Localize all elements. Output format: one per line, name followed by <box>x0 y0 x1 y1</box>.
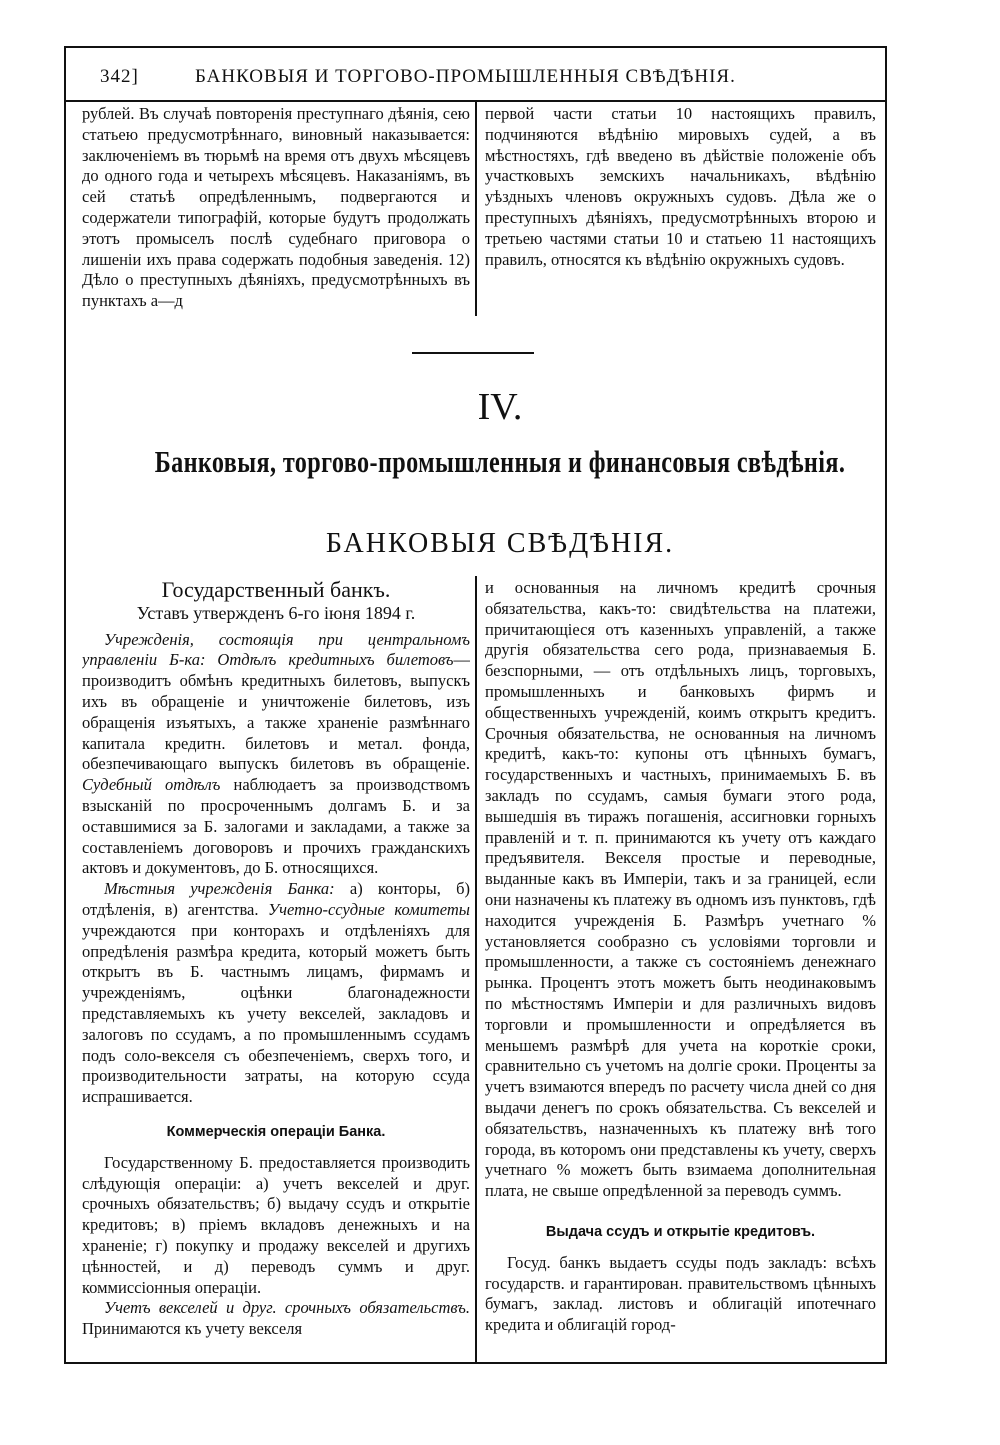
running-header <box>100 66 900 88</box>
bottom-column-divider <box>475 576 477 1362</box>
text-run: наблюдаетъ за производствомъ взысканій по просроченнымъ долгамъ Б. и за оставшимися за Б. залогами и закладами, а также за составленіемъ договоровъ и прочихъ гражданскихъ актовъ и документовъ, до Б. относящихся. <box>82 775 470 878</box>
top-column-divider <box>475 102 477 316</box>
outer-rule-left <box>64 46 66 1364</box>
text-run: Принимаются къ учету векселя <box>82 1319 303 1339</box>
text-run: а) конторы, б) отдѣленія, в) агентства. <box>82 879 470 919</box>
paragraph-obligations: и основанныя на личномъ кредитѣ срочныя обязательства, какъ-то: свидѣтельства на платежи, причитающіеся отъ казенныхъ управленій, а также другія обязательства сего рода, признаваемыя Б. безспорными, — отъ отдѣльныхъ лицъ, торговыхъ, промышленныхъ и банковыхъ фирмъ и общественныхъ учрежденій, коимъ открытъ кредитъ. Срочныя обязательства, не основанныя на личномъ кредитѣ, какъ-то: купоны отъ цѣнныхъ бумагъ, государственныхъ и частныхъ, принимаемыхъ Б. въ закладъ по ссудамъ, самыя бумаги этого рода, вышедшія въ тиражъ погашенія, ассигновки горныхъ правленій и т. п. принимаются къ учету отъ каждаго предъявителя. Векселя простые и переводные, выданные какъ въ Имперіи, такъ и за границей, если они назначены къ платежу въ одномъ изъ пунктовъ, гдѣ находится учрежденія Б. Размѣръ учетнаго % установляется сообразно съ условіями торговли и промышленности, а также съ состояніемъ денежнаго рынка. Процентъ этотъ можетъ быть неодинаковымъ по мѣстностямъ Имперіи и для различныхъ видовъ торговли и промышленности и опредѣляется въ меньшемъ размѣрѣ для учета на короткіе сроки, сравнительно съ учетомъ на долгіе сроки. Проценты за учетъ взимаются впередъ по расчету числа дней со дня выдачи денегъ по срокъ обязательства. Съ векселей и обязательствъ, назначенныхъ къ платежу внѣ того города, въ которомъ они представлены къ учету, сверхъ учетнаго % можетъ быть взимаема дополнительная плата, не свыше опредѣленной за переводъ суммъ. <box>485 578 876 1201</box>
page-number: 342] <box>100 66 139 87</box>
outer-rule-right <box>885 46 887 1364</box>
top-right-text: первой части статьи 10 настоящихъ правилъ, подчиняются вѣдѣнію мировыхъ судей, а въ мѣстностяхъ, гдѣ введено въ дѣйствіе положеніе объ участковыхъ земскихъ начальникахъ, вѣдѣнію уѣздныхъ членовъ окружныхъ судовъ. Дѣла же о преступныхъ дѣяніяхъ, предусмотрѣнныхъ второю и третьею частями статьи 10 и статьею 11 настоящихъ правилъ, относятся къ вѣдѣнію окружныхъ судовъ. <box>485 104 876 269</box>
italic-run: Учрежденія, состоящія при центральномъ управленіи Б-ка: Отдѣлъ кредитныхъ билетовъ <box>82 629 470 670</box>
paragraph-central-institutions <box>82 630 470 880</box>
section-subtitle: БАНКОВЫЯ СВѢДѢНІЯ. <box>325 528 675 559</box>
italic-run: Учетъ векселей и друг. срочныхъ обязательствъ. <box>104 1298 470 1318</box>
outer-rule-top <box>64 46 887 48</box>
italic-run: Мѣстныя учрежденія Банка: <box>104 879 335 899</box>
bottom-right-column <box>485 578 876 1362</box>
top-left-column <box>82 104 470 316</box>
top-left-text: рублей. Въ случаѣ повторенія преступнаго дѣянія, сею статьею предусмотрѣннаго, виновный наказывается: заключеніемъ въ тюрьмѣ на время отъ двухъ мѣсяцевъ до одного года и четырехъ мѣсяцевъ. Наказаніямъ, въ сей статьѣ опредѣленнымъ, подвергаются и содержатели типографій, которые будутъ продолжать этотъ промыселъ послѣ судебнаго приговора о лишеніи ихъ права содержать подобныя заведенія. 12) Дѣло о преступныхъ дѣяніяхъ, предусмотрѣнныхъ въ пунктахъ а—д <box>82 104 470 311</box>
paragraph-loans: Госуд. банкъ выдаетъ ссуды подъ закладъ: всѣхъ государств. и гарантирован. правительствомъ цѣнныхъ бумагъ, заклад. листовъ и облигацій ипотечнаго кредита и облигацій город- <box>485 1252 876 1335</box>
text-run: учреждаются при конторахъ и отдѣленіяхъ для опредѣленія размѣра кредита, который можетъ быть открытъ въ Б. частнымъ лицамъ, фирмамъ и учрежденіямъ, оцѣнки благонадежности представляемыхъ къ учету векселей, закладовъ и залоговъ по ссудамъ, а по промышленнымъ ссудамъ подъ соло-векселя съ обезпеченіемъ, сверхъ того, и производительности затраты, на которую ссуда испрашивается. <box>82 920 470 1107</box>
section-title: Банковыя, торгово-промышленныя и финансовыя свѣдѣнія. <box>154 444 846 479</box>
charter-line: Уставъ утвержденъ 6-го іюня 1894 г. <box>136 602 416 623</box>
section-ornament-rule <box>412 352 534 354</box>
italic-run: Судебный отдѣлъ <box>82 775 221 795</box>
running-title: БАНКОВЫЯ И ТОРГОВО-ПРОМЫШЛЕННЫЯ СВѢДѢНІЯ. <box>195 66 736 87</box>
top-right-column <box>485 104 876 316</box>
bottom-left-column <box>82 578 470 1362</box>
paragraph-discount <box>82 1298 470 1340</box>
italic-run: Учетно-ссудные комитеты <box>268 899 470 919</box>
paragraph-local-institutions <box>82 879 470 1108</box>
paragraph-operations: Государственному Б. предоставляется производить слѣдующія операціи: а) учетъ векселей и друг. срочныхъ обязательствъ; б) выдачу ссудъ и открытіе кредитовъ; в) пріемъ вкладовъ денежныхъ и на храненіе; г) покупку и продажу векселей и другихъ цѣнностей, и д) переводъ суммъ и друг. коммиссіонныя операціи. <box>82 1152 470 1297</box>
loans-heading: Выдача ссудъ и открытіе кредитовъ. <box>545 1223 816 1240</box>
bank-heading: Государственный банкъ. <box>161 578 391 602</box>
section-number: IV. <box>477 386 523 428</box>
commercial-operations-heading: Коммерческія операціи Банка. <box>166 1123 386 1140</box>
text-run: —производитъ обмѣнъ кредитныхъ билетовъ, выпускъ ихъ въ обращеніе и уничтоженіе билетовъ, изъ обращенія изъятыхъ, а также храненіе размѣннаго капитала кредитн. билетовъ и метал. фонда, обезпечивающаго выпускъ билетовъ въ обращеніе. <box>82 650 470 774</box>
outer-rule-bottom <box>64 1362 887 1364</box>
